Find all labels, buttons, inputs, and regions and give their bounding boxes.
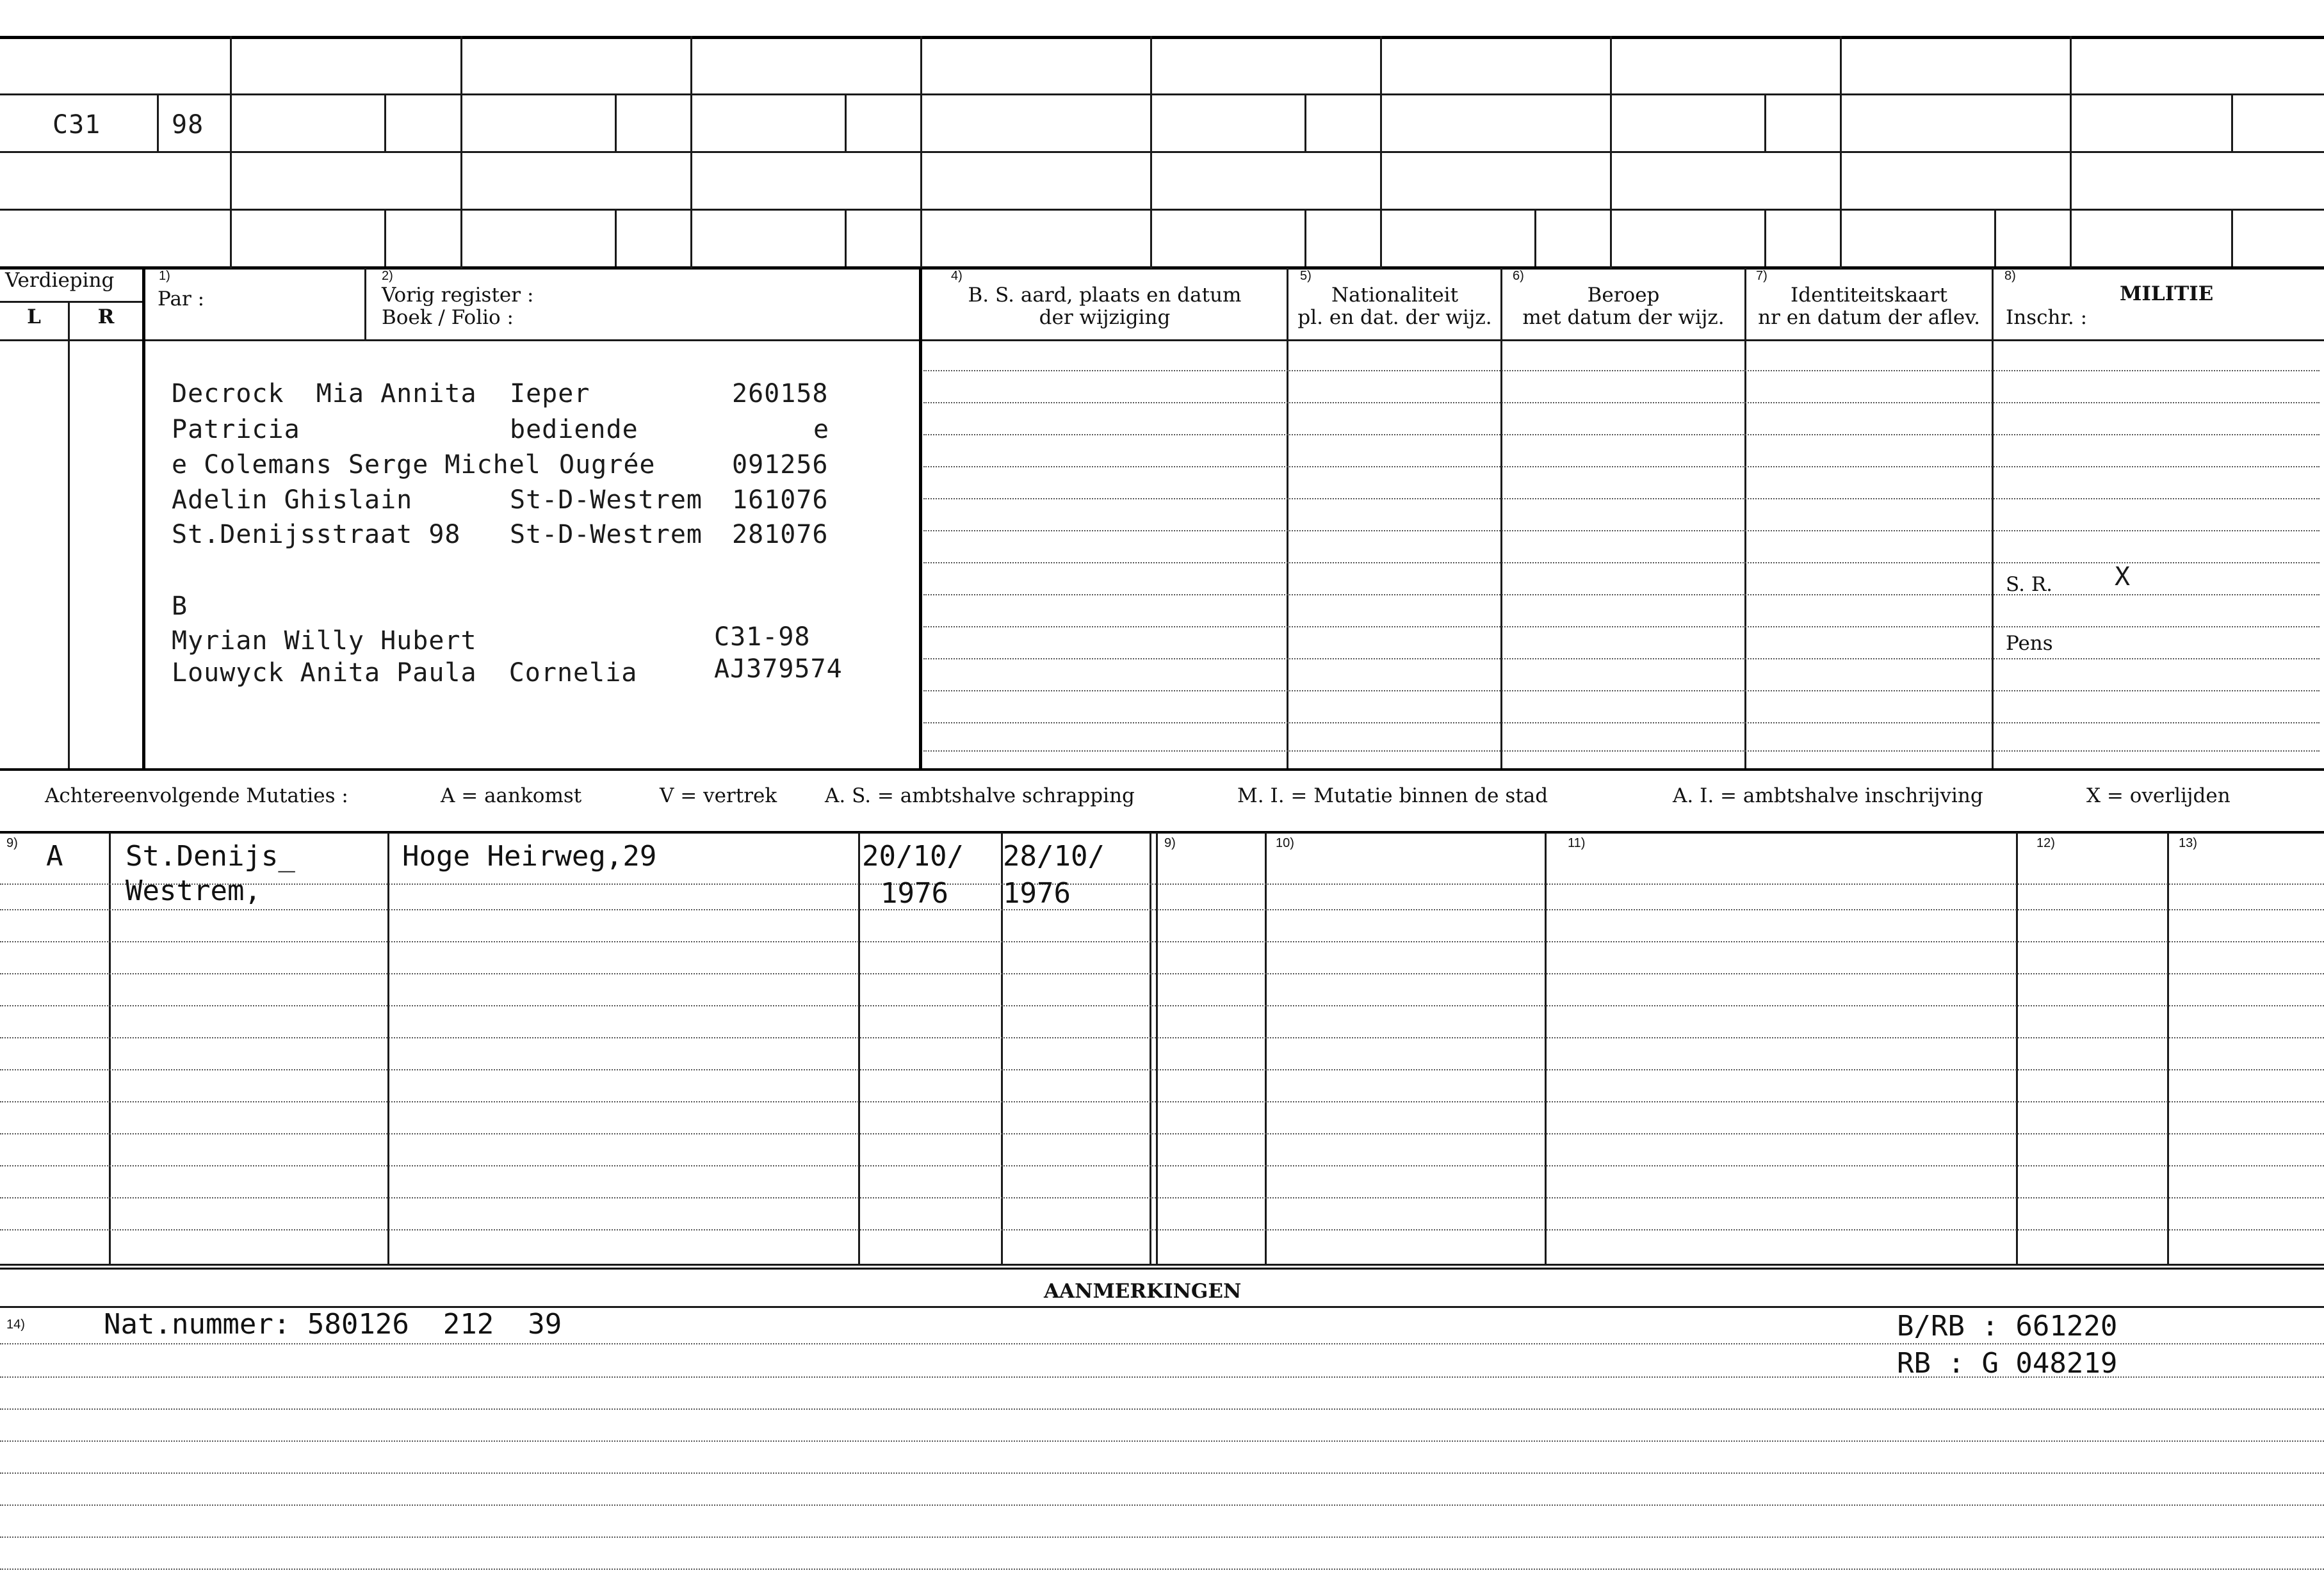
person-name: St.Denijsstraat 98 (172, 520, 461, 549)
col2-number: 2) (382, 269, 393, 283)
sr-value: X (2115, 562, 2131, 592)
mut-col9b-number: 9) (1164, 836, 1176, 850)
person-name: e Colemans Serge Michel (172, 450, 541, 480)
person-code: 281076 (732, 520, 829, 549)
person-code: 091256 (732, 450, 829, 480)
par-label: Par : (158, 287, 205, 311)
extra-code: C31-98 (714, 622, 811, 652)
legend-v: V = vertrek (660, 784, 777, 807)
extra-code: AJ379574 (714, 654, 843, 684)
person-name: Decrock Mia Annita (172, 379, 477, 408)
mut-col10-number: 10) (1276, 836, 1294, 850)
mut-col9-number: 9) (6, 836, 18, 850)
col8-number: 8) (2004, 269, 2016, 283)
legend-mi: M. I. = Mutatie binnen de stad (1237, 784, 1548, 807)
mutation-date: 20/10/ (862, 840, 964, 873)
militie-label: MILITIE (2120, 282, 2214, 305)
person-place: Ougrée (559, 450, 656, 480)
verdieping-label: Verdieping (5, 269, 115, 292)
nationaliteit-header: Nationaliteit pl. en dat. der wijz. (1297, 284, 1492, 329)
bs-header: B. S. aard, plaats en datum der wijziging (968, 284, 1242, 329)
person-code: 260158 (732, 379, 829, 408)
col7-number: 7) (1756, 269, 1767, 283)
mutation-type: A (46, 840, 63, 873)
col5-number: 5) (1300, 269, 1312, 283)
person-code: e (813, 415, 830, 444)
floor-r-label: R (97, 305, 115, 328)
legend-ai: A. I. = ambtshalve inschrijving (1673, 784, 1983, 807)
br-number: B/RB : 661220 (1897, 1310, 2118, 1343)
inschr-label: Inschr. : (2006, 306, 2088, 329)
mutation-date: 1976 (881, 877, 948, 910)
mut-col12-number: 12) (2036, 836, 2055, 850)
person-name: Adelin Ghislain (172, 485, 413, 515)
vorig-register-label: Vorig register : (382, 284, 534, 307)
rb-number: RB : G 048219 (1897, 1347, 2118, 1380)
aanmerkingen-title: AANMERKINGEN (1044, 1280, 1242, 1303)
house-code: C31 (53, 110, 101, 140)
legend-x: X = overlijden (2086, 784, 2231, 807)
mut-col13-number: 13) (2179, 836, 2197, 850)
remarks-number: 14) (6, 1318, 25, 1332)
identiteitskaart-header: Identiteitskaart nr en datum der aflev. (1758, 284, 1980, 329)
person-code: 161076 (732, 485, 829, 515)
mutation-date: 1976 (1003, 877, 1071, 910)
beroep-header: Beroep met datum der wijz. (1522, 284, 1725, 329)
person-place: St-D-Westrem (510, 520, 703, 549)
mut-col11-number: 11) (1568, 836, 1586, 850)
nat-nummer: Nat.nummer: 580126 212 39 (104, 1308, 562, 1341)
mutation-place: Westrem, (126, 875, 261, 907)
legend-as: A. S. = ambtshalve schrapping (825, 784, 1135, 807)
house-number: 98 (172, 110, 204, 140)
col1-number: 1) (159, 269, 170, 283)
mutation-date: 28/10/ (1003, 840, 1105, 873)
mutation-place: St.Denijs_ (126, 840, 295, 873)
person-place: Ieper (510, 379, 590, 408)
person-place: bediende (510, 415, 638, 444)
legend-a: A = aankomst (441, 784, 582, 807)
boek-folio-label: Boek / Folio : (382, 306, 514, 329)
legend-title: Achtereenvolgende Mutaties : (45, 784, 348, 807)
floor-l-label: L (27, 305, 41, 328)
col4-number: 4) (951, 269, 963, 283)
sr-label: S. R. (2006, 573, 2053, 596)
b-label: B (172, 592, 188, 621)
person-name: Patricia (172, 415, 300, 444)
mutation-address: Hoge Heirweg,29 (402, 840, 657, 873)
col6-number: 6) (1513, 269, 1524, 283)
extra-name: Louwyck Anita Paula Cornelia (172, 658, 638, 688)
person-place: St-D-Westrem (510, 485, 703, 515)
pens-label: Pens (2006, 632, 2053, 655)
extra-name: Myrian Willy Hubert (172, 626, 477, 656)
